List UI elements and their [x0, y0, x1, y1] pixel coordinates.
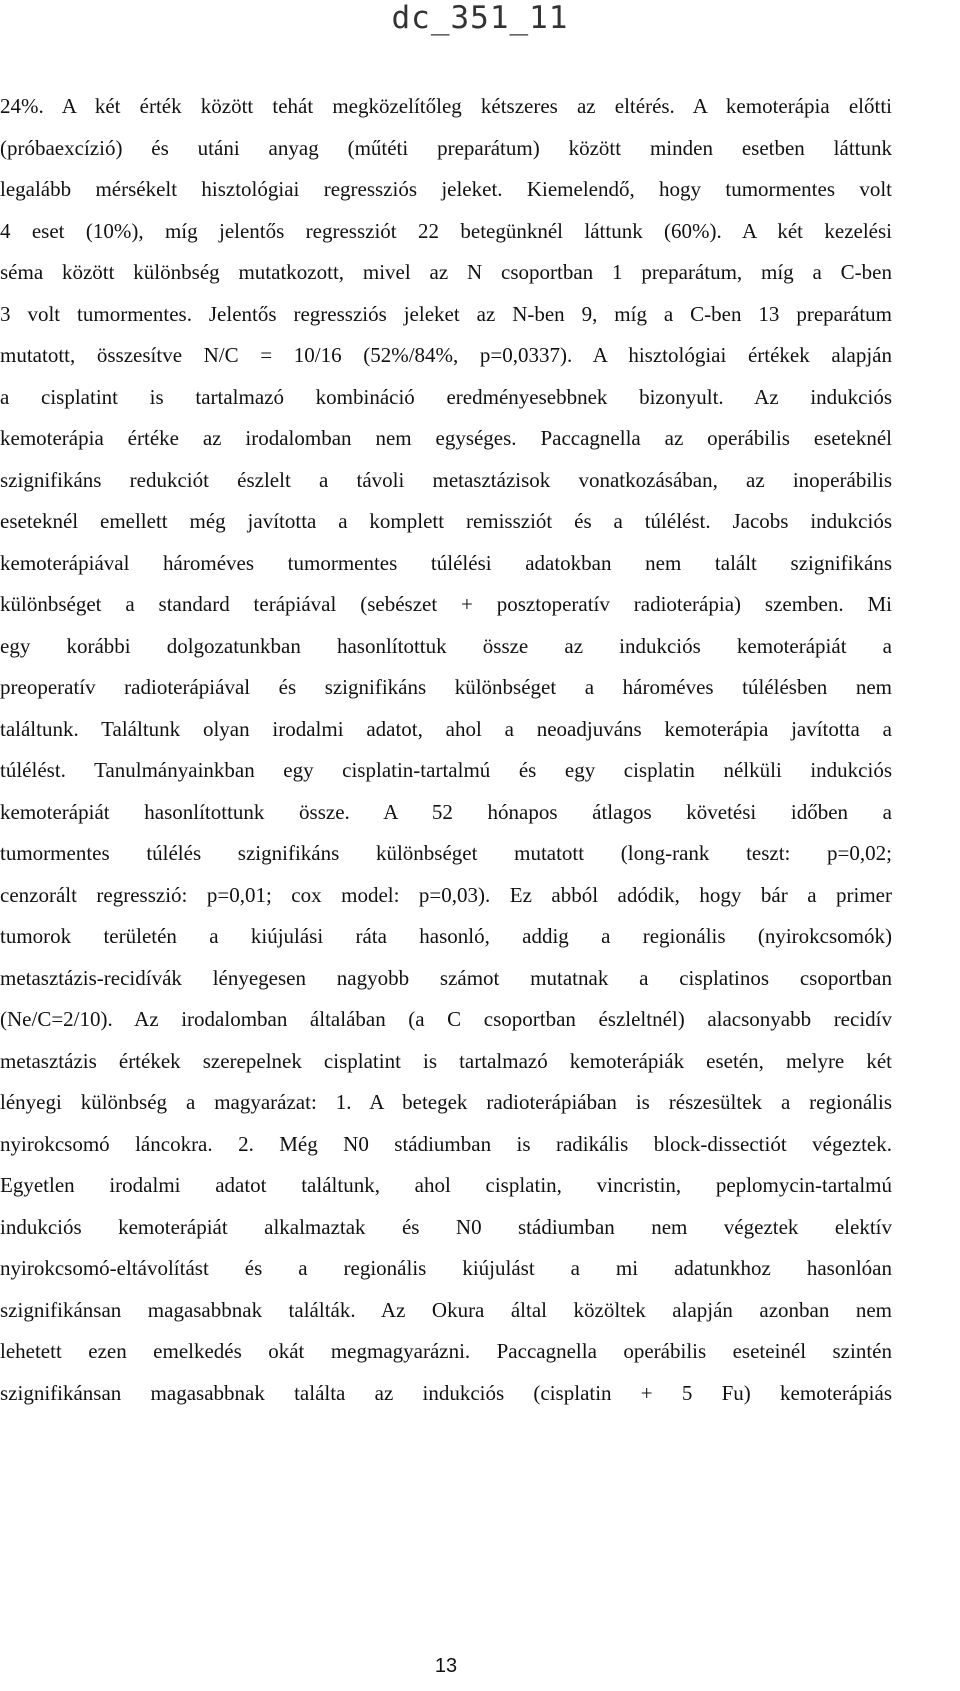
text-line: szignifikáns redukciót észlelt a távoli metasztázisok vonatkozásában, az inoperábilis [0, 467, 892, 492]
text-line: eseteknél emellett még javította a komplett remissziót és a túlélést. Jacobs indukciós [0, 509, 892, 533]
text-line: tumorok területén a kiújulási ráta hasonló, addig a regionális (nyirokcsomók) [0, 924, 892, 948]
text-line: a cisplatint is tartalmazó kombináció eredményesebbnek bizonyult. Az indukciós [0, 384, 892, 409]
text-line: preoperatív radioterápiával és szignifikáns különbséget a hároméves túlélésben nem [0, 675, 892, 699]
text-line: metasztázis értékek szerepelnek cisplatint is tartalmazó kemoterápiák esetén, melyre két [0, 1048, 892, 1073]
text-line: (próbaexcízió) és utáni anyag (műtéti preparátum) között minden esetben láttunk [0, 135, 892, 160]
text-line: szignifikánsan magasabbnak találták. Az Okura által közöltek alapján azonban nem [0, 1297, 892, 1322]
text-line: nyirokcsomó láncokra. 2. Még N0 stádiumban is radikális block-dissectiót végeztek. [0, 1131, 892, 1156]
text-line: metasztázis-recidívák lényegesen nagyobb számot mutatnak a cisplatinos csoportban [0, 965, 892, 990]
text-line: 24%. A két érték között tehát megközelítőleg kétszeres az eltérés. A kemoterápia előtti [0, 94, 892, 118]
text-line: túlélést. Tanulmányainkban egy cisplatin-tartalmú és egy cisplatin nélküli indukciós [0, 758, 892, 782]
text-line: szignifikánsan magasabbnak találta az indukciós (cisplatin + 5 Fu) kemoterápiás [0, 1380, 892, 1405]
text-line: cenzorált regresszió: p=0,01; cox model: p=0,03). Ez abból adódik, hogy bár a primer [0, 882, 892, 907]
text-line: Egyetlen irodalmi adatot találtunk, ahol cisplatin, vincristin, peplomycin-tartalmú [0, 1173, 892, 1197]
text-line: lényegi különbség a magyarázat: 1. A betegek radioterápiában is részesültek a regionális [0, 1090, 892, 1114]
text-line: lehetett ezen emelkedés okát megmagyarázni. Paccagnella operábilis eseteinél szintén [0, 1339, 892, 1363]
text-line: különbséget a standard terápiával (sebészet + posztoperatív radioterápia) szemben. Mi [0, 592, 892, 616]
text-line: kemoterápia értéke az irodalomban nem egységes. Paccagnella az operábilis eseteknél [0, 426, 892, 450]
text-line: indukciós kemoterápiát alkalmaztak és N0 stádiumban nem végeztek elektív [0, 1214, 892, 1239]
text-line: kemoterápiával hároméves tumormentes túlélési adatokban nem talált szignifikáns [0, 550, 892, 575]
text-line: 3 volt tumormentes. Jelentős regressziós jeleket az N-ben 9, míg a C-ben 13 preparátum [0, 301, 892, 326]
body-paragraph [0, 86, 892, 1414]
text-line: nyirokcsomó-eltávolítást és a regionális kiújulást a mi adatunkhoz hasonlóan [0, 1256, 892, 1280]
text-line: legalább mérsékelt hisztológiai regressziós jeleket. Kiemelendő, hogy tumormentes volt [0, 177, 892, 201]
text-line: találtunk. Találtunk olyan irodalmi adatot, ahol a neoadjuváns kemoterápia javította a [0, 716, 892, 741]
document-id-header: dc_351_11 [391, 0, 569, 36]
text-line: mutatott, összesítve N/C = 10/16 (52%/84%, p=0,0337). A hisztológiai értékek alapján [0, 343, 892, 367]
text-line: egy korábbi dolgozatunkban hasonlítottuk össze az indukciós kemoterápiát a [0, 633, 892, 658]
text-line: tumormentes túlélés szignifikáns különbséget mutatott (long-rank teszt: p=0,02; [0, 841, 892, 865]
page-number: 13 [434, 1655, 458, 1677]
text-line: (Ne/C=2/10). Az irodalomban általában (a C csoportban észleltnél) alacsonyabb recidív [0, 1007, 892, 1031]
text-line: 4 eset (10%), míg jelentős regressziót 22 betegünknél láttunk (60%). A két kezelési [0, 218, 892, 243]
text-line: kemoterápiát hasonlítottunk össze. A 52 hónapos átlagos követési időben a [0, 799, 892, 824]
text-line: séma között különbség mutatkozott, mivel az N csoportban 1 preparátum, míg a C-ben [0, 260, 892, 284]
